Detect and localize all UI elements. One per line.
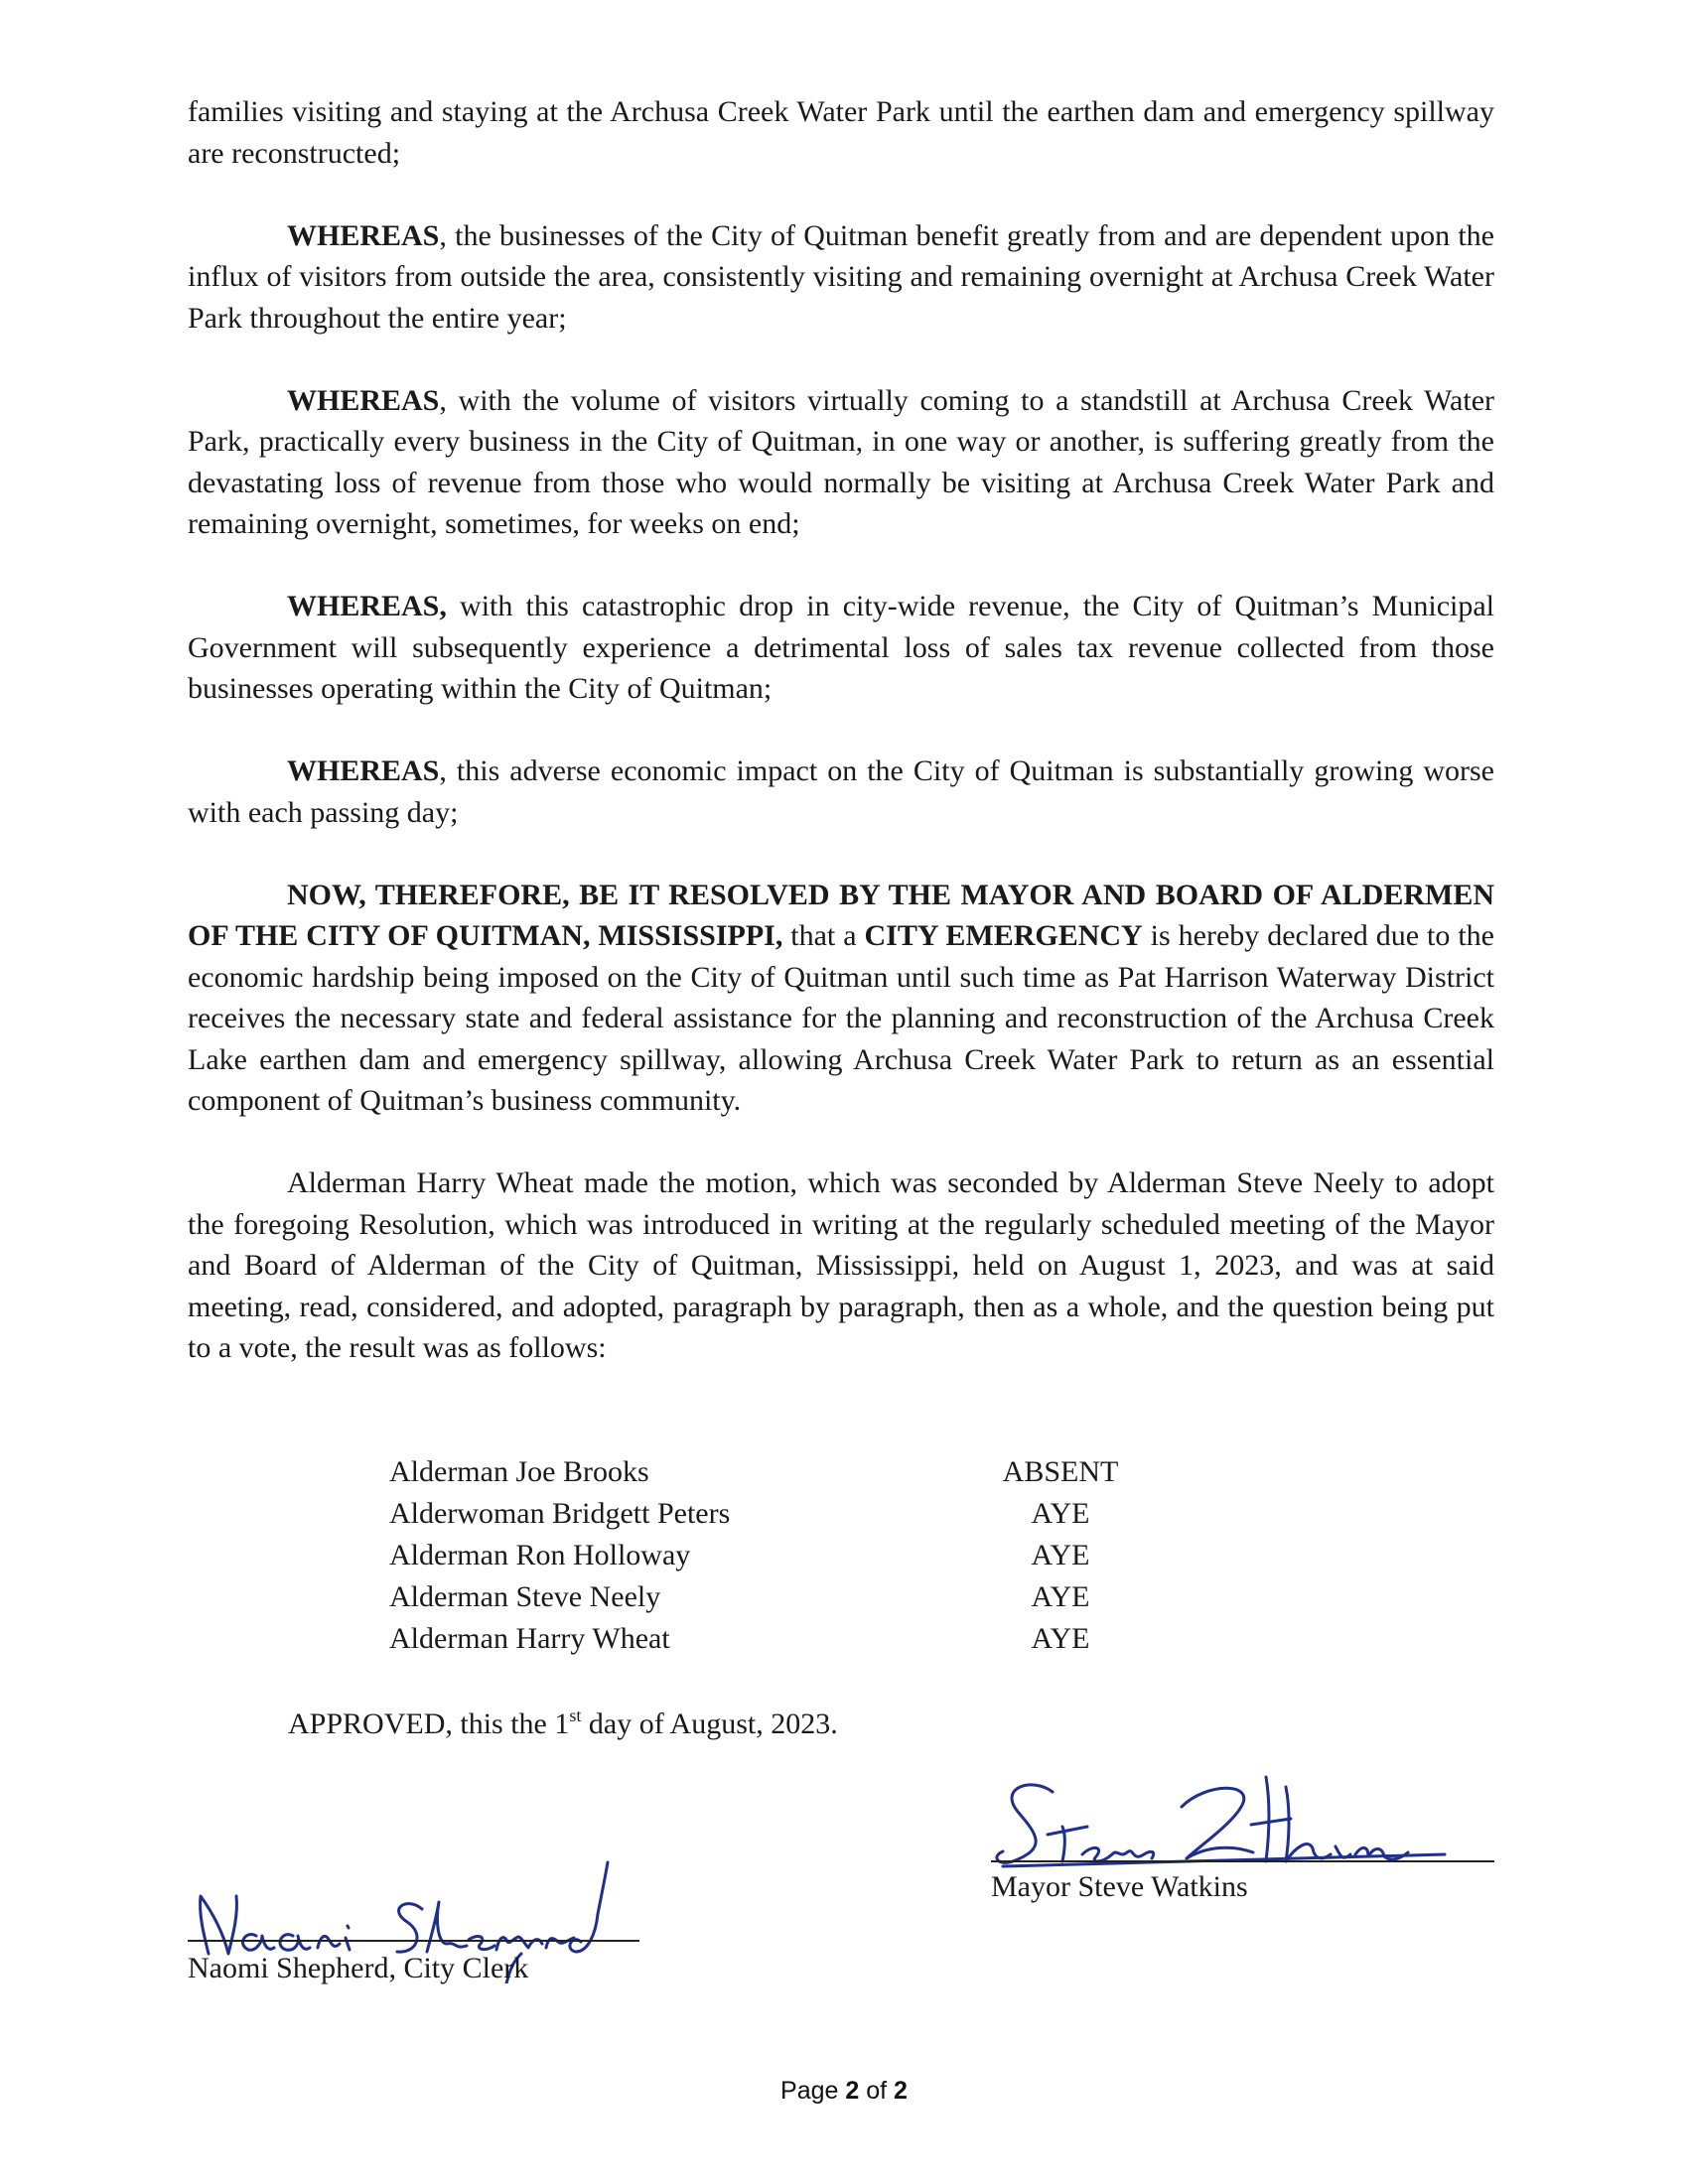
resolution-body [188,91,1494,1410]
vote-row: Alderman Harry Wheat AYE [389,1622,1090,1655]
paragraph-whereas-visitors: WHEREAS, with the volume of visitors virtually coming to a standstill at Archusa Creek Water Park, practically every business in the City of Quitman, in one way or another, is suffering greatly from the devastating loss of revenue from those who would normally be visiting at Archusa Creek Water Park and remaining overnight, sometimes, for weeks on end; [188,383,1494,540]
paragraph-whereas-businesses: WHEREAS, the businesses of the City of Quitman benefit greatly from and are dependent upon the influx of visitors from outside the area, consistently visiting and remaining overnight at Archusa Creek Water Park throughout the entire year; [188,218,1494,335]
vote-table [389,1451,1130,1660]
paragraph-continuation: families visiting and staying at the Archusa Creek Water Park until the earthen dam and emergency spillway are reconstructed; [188,95,1494,170]
paragraph-resolution: NOW, THEREFORE, BE IT RESOLVED BY THE MAYOR AND BOARD OF ALDERMEN OF THE CITY OF QUITMAN, MISSISSIPPI, that a CITY EMERGENCY is hereby declared due to the economic hardship being imposed on the City of Quitman until such time as Pat Harrison Waterway District receives the necessary state and federal assistance for the planning and reconstruction of the Archusa Creek Lake earthen dam and emergency spillway, allowing Archusa Creek Water Park to return as an essential component of Quitman’s business community. [188,878,1494,1117]
paragraph-motion: Alderman Harry Wheat made the motion, which was seconded by Alderman Steve Neely to adopt the foregoing Resolution, which was introduced in writing at the regularly scheduled meeting of the Mayor and Board of Alderman of the City of Quitman, Mississippi, held on August 1, 2023, and was at said meeting, read, considered, and adopted, paragraph by paragraph, then as a whole, and the question being put to a vote, the result was as follows: [188,1166,1494,1364]
page-footer: Page 2 of 2 [780,2077,908,2105]
vote-row: Alderman Joe Brooks ABSENT [389,1455,1119,1488]
paragraph-whereas-revenue: WHEREAS, with this catastrophic drop in city-wide revenue, the City of Quitman’s Municipal Government will subsequently experience a detrimental loss of sales tax revenue collected from those businesses operating within the City of Quitman; [188,590,1494,705]
clerk-name-label: Naomi Shepherd, City Clerk [188,1952,529,1984]
approval-date: APPROVED, this the 1st day of August, 2023. [288,1706,838,1740]
vote-row: Alderman Ron Holloway AYE [389,1539,1090,1571]
mayor-signature-line [991,1860,1494,1862]
paragraph-whereas-impact: WHEREAS, this adverse economic impact on the City of Quitman is substantially growing worse with each passing day; [188,754,1494,829]
clerk-signature-line [188,1940,639,1942]
vote-row: Alderwoman Bridgett Peters AYE [389,1497,1090,1530]
mayor-name-label: Mayor Steve Watkins [991,1870,1248,1903]
vote-row: Alderman Steve Neely AYE [389,1580,1090,1613]
